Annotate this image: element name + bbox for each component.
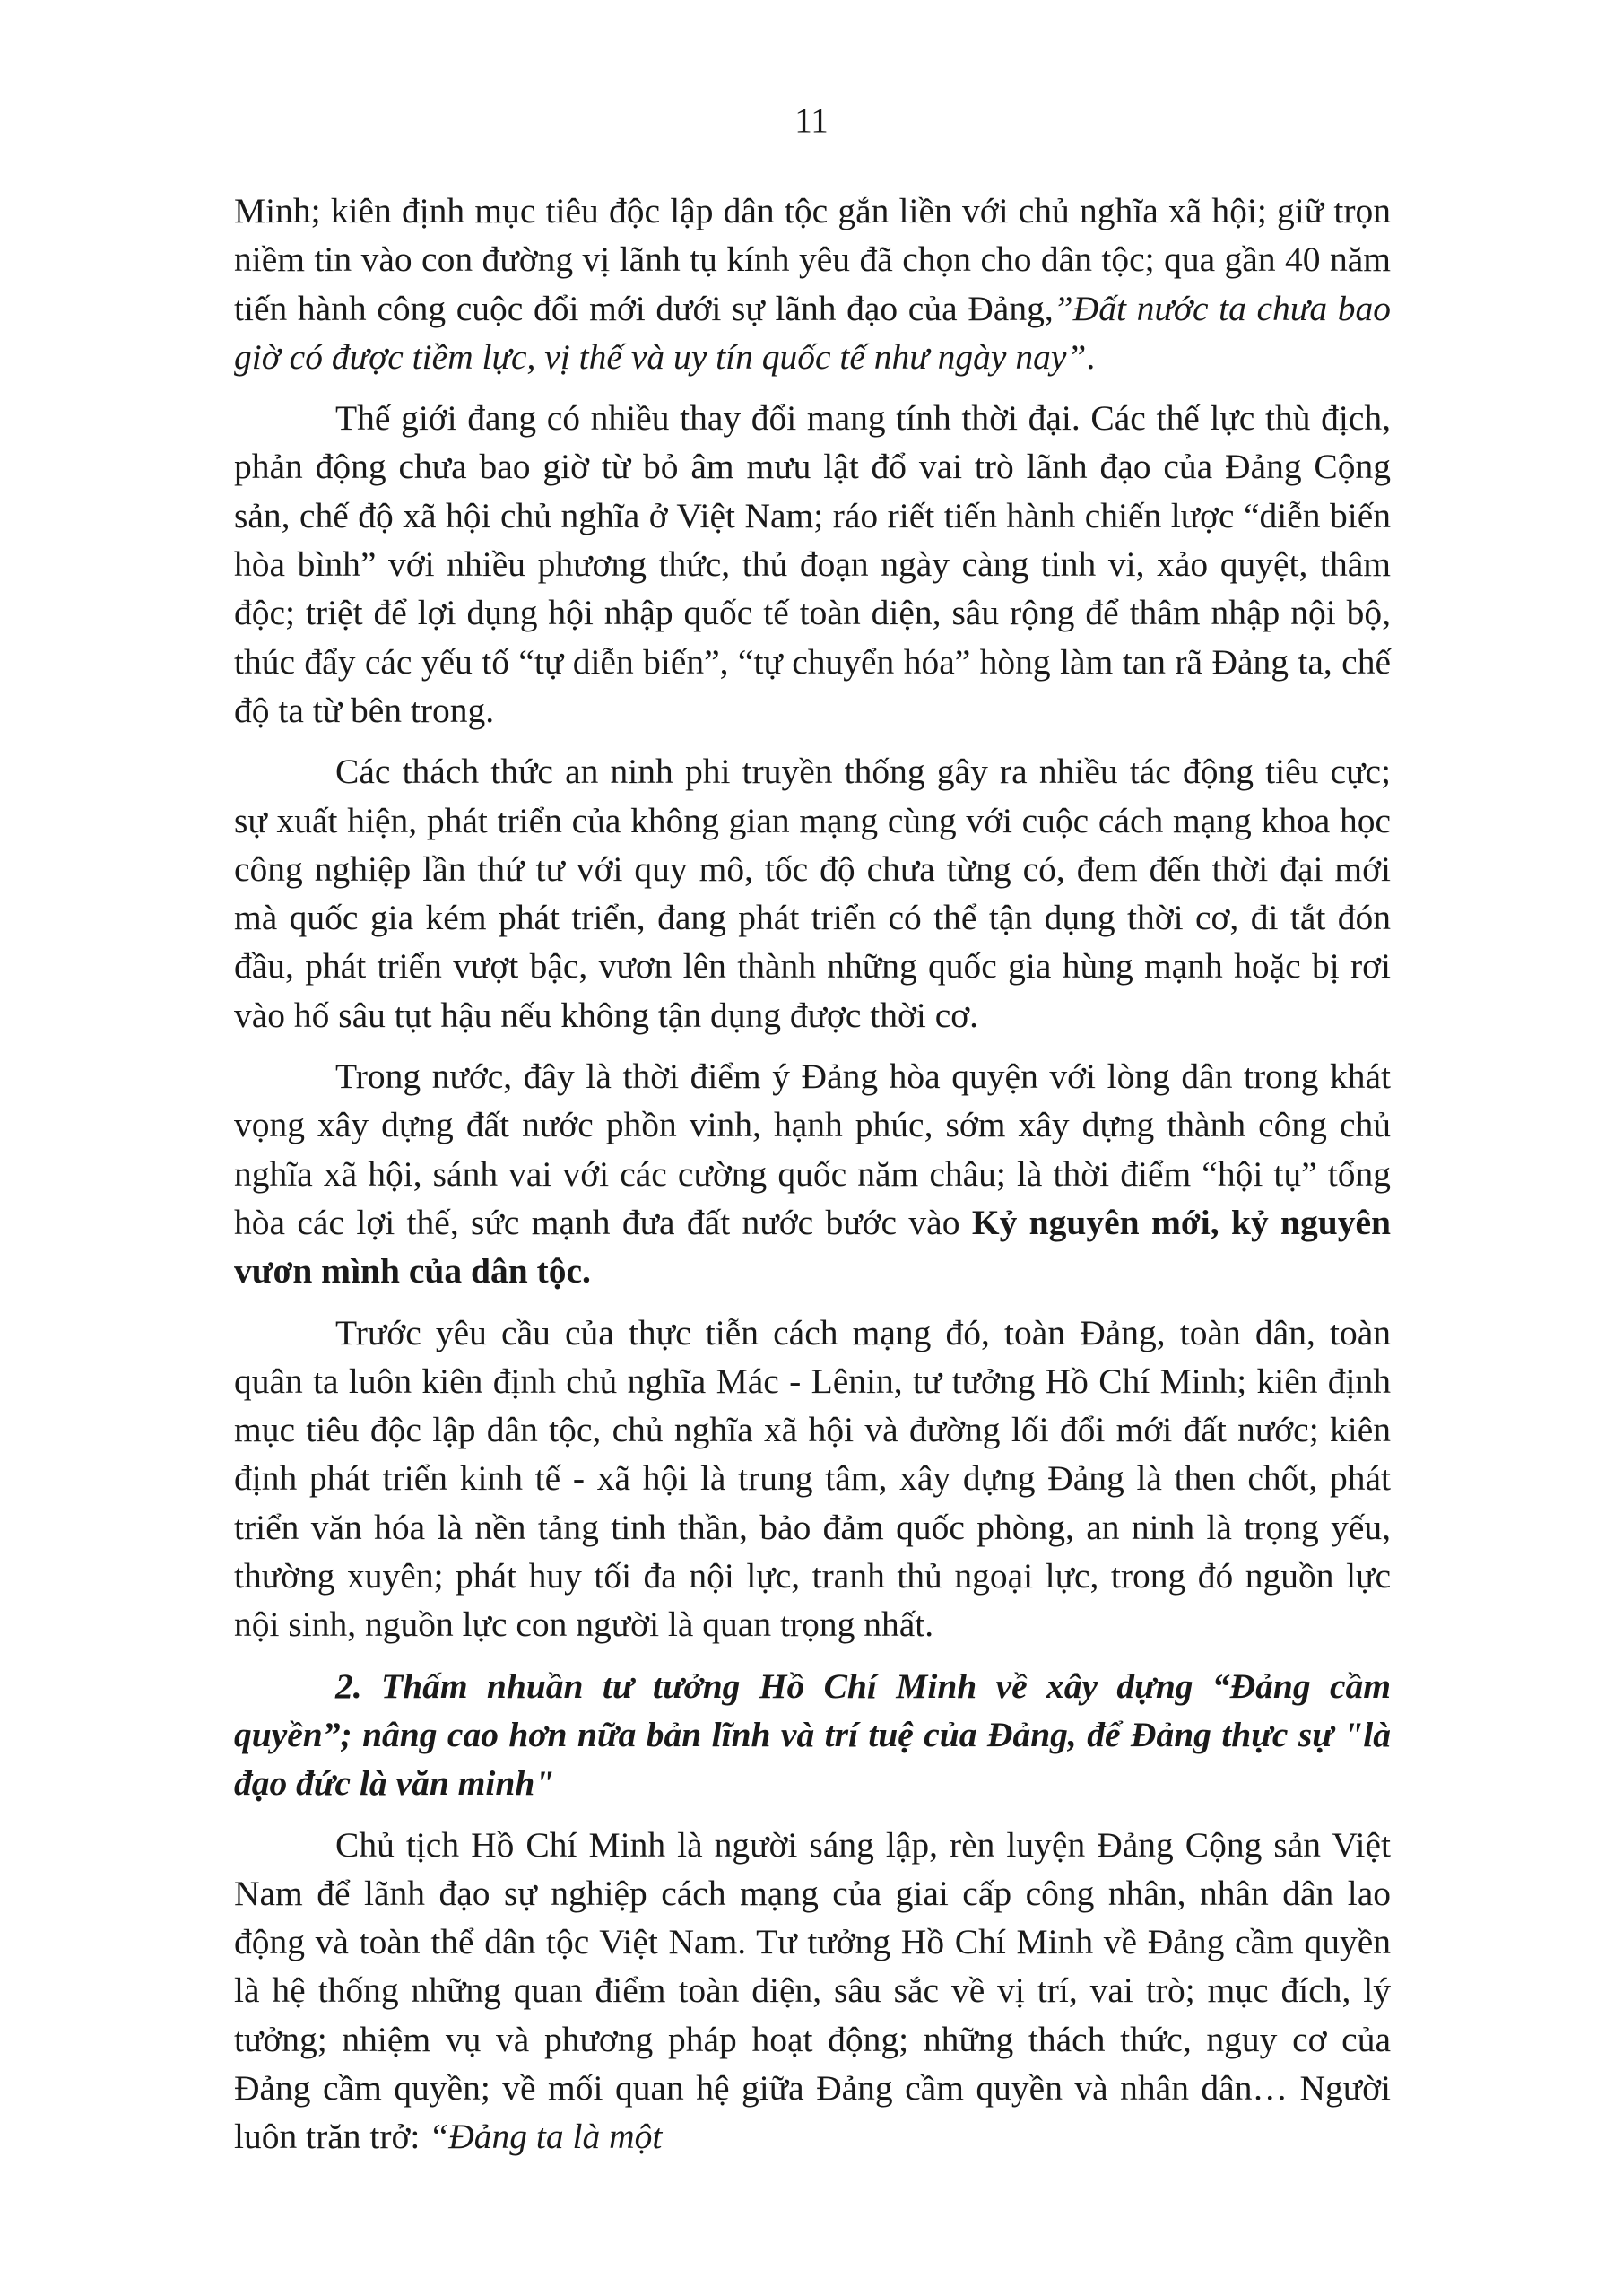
paragraph-2: Thế giới đang có nhiều thay đổi mang tính thời đại. Các thế lực thù địch, phản động chưa bao giờ từ bỏ âm mưu lật đổ vai trò lãnh đạo của Đảng Cộng sản, chế độ xã hội chủ nghĩa ở Việt Nam; ráo riết tiến hành chiến lược “diễn biến hòa bình” với nhiều phương thức, thủ đoạn ngày càng tinh vi, xảo quyệt, thâm độc; triệt để lợi dụng hội nhập quốc tế toàn diện, sâu rộng để thâm nhập nội bộ, thúc đẩy các yếu tố “tự diễn biến”, “tự chuyển hóa” hòng làm tan rã Đảng ta, chế độ ta từ bên trong.: [234, 398, 1391, 730]
paragraph-1-quote: ”Đất nước ta chưa bao giờ có được tiềm lực, vị thế và uy tín quốc tế như ngày nay”: [234, 288, 1391, 377]
paragraph-4-bold: Kỷ nguyên mới, kỷ nguyên vươn mình của dân tộc.: [234, 1202, 1391, 1292]
page-number: 11: [794, 101, 829, 140]
paragraph-1-text: Minh; kiên định mục tiêu độc lập dân tộc gắn liền với chủ nghĩa xã hội; giữ trọn niềm tin vào con đường vị lãnh tụ kính yêu đã chọn cho dân tộc; qua gần 40 năm tiến hành công cuộc đổi mới dưới sự lãnh đạo của Đảng,: [234, 191, 1391, 328]
paragraph-6: [234, 1821, 1391, 2161]
paragraph-1-end: .: [1086, 336, 1096, 377]
paragraph-1: [234, 187, 1391, 381]
paragraph-4-text: Trong nước, đây là thời điểm ý Đảng hòa quyện với lòng dân trong khát vọng xây dựng đất nước phồn vinh, hạnh phúc, sớm xây dựng thành công chủ nghĩa xã hội, sánh vai với các cường quốc năm châu; là thời điểm “hội tụ” tổng hòa các lợi thế, sức mạnh đưa đất nước bước vào: [234, 1057, 1391, 1242]
paragraph-6-quote: “Đảng ta là một: [429, 2117, 663, 2157]
paragraph-4: [234, 1052, 1391, 1295]
paragraph-5: Trước yêu cầu của thực tiễn cách mạng đó, toàn Đảng, toàn dân, toàn quân ta luôn kiên định chủ nghĩa Mác - Lênin, tư tưởng Hồ Chí Minh; kiên định mục tiêu độc lập dân tộc, chủ nghĩa xã hội và đường lối đổi mới đất nước; kiên định phát triển kinh tế - xã hội là trung tâm, xây dựng Đảng là then chốt, phát triển văn hóa là nền tảng tinh thần, bảo đảm quốc phòng, an ninh là trọng yếu, thường xuyên; phát huy tối đa nội lực, tranh thủ ngoại lực, trong đó nguồn lực nội sinh, nguồn lực con người là quan trọng nhất.: [234, 1312, 1391, 1645]
section-heading: 2. Thấm nhuần tư tưởng Hồ Chí Minh về xây dựng “Đảng cầm quyền”; nâng cao hơn nữa bản lĩnh và trí tuệ của Đảng, để Đảng thực sự "là đạo đức là văn minh": [234, 1665, 1391, 1804]
paragraph-6-text: Chủ tịch Hồ Chí Minh là người sáng lập, rèn luyện Đảng Cộng sản Việt Nam để lãnh đạo sự nghiệp cách mạng của giai cấp công nhân, nhân dân lao động và toàn thể dân tộc Việt Nam. Tư tưởng Hồ Chí Minh về Đảng cầm quyền là hệ thống những quan điểm toàn diện, sâu sắc về vị trí, vai trò; mục đích, lý tưởng; nhiệm vụ và phương pháp hoạt động; những thách thức, nguy cơ của Đảng cầm quyền; về mối quan hệ giữa Đảng cầm quyền và nhân dân… Người luôn trăn trở:: [234, 1824, 1391, 2157]
document-body: [234, 187, 1391, 2174]
paragraph-3: Các thách thức an ninh phi truyền thống gây ra nhiều tác động tiêu cực; sự xuất hiện, phát triển của không gian mạng cùng với cuộc cách mạng khoa học công nghiệp lần thứ tư với quy mô, tốc độ chưa từng có, đem đến thời đại mới mà quốc gia kém phát triển, đang phát triển có thể tận dụng thời cơ, đi tắt đón đầu, phát triển vượt bậc, vươn lên thành những quốc gia hùng mạnh hoặc bị rơi vào hố sâu tụt hậu nếu không tận dụng được thời cơ.: [234, 752, 1391, 1035]
